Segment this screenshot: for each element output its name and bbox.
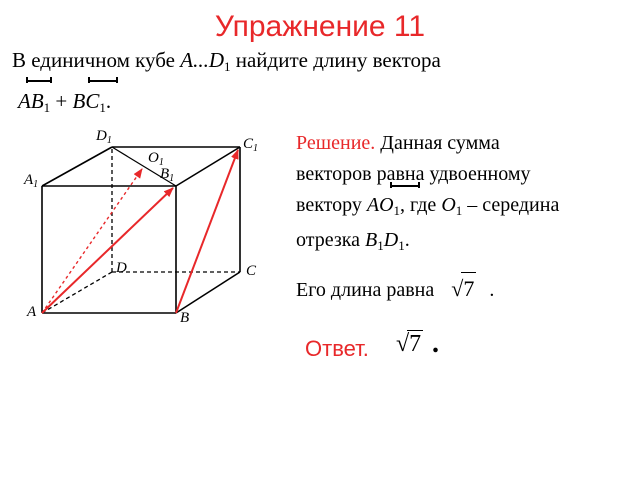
vertex-label-d1: $D_1$ bbox=[96, 128, 112, 146]
point-b1-sub: 1 bbox=[377, 238, 384, 253]
cube-name: A...D bbox=[180, 48, 224, 72]
vector-bc1-sub: 1 bbox=[99, 100, 106, 115]
edge-b1c1 bbox=[176, 147, 240, 186]
solution-line-5 bbox=[296, 272, 494, 306]
solution-line-1 bbox=[296, 128, 500, 159]
vector-ao1: AO bbox=[366, 194, 394, 216]
vertex-label-o1: $O_1$ bbox=[148, 150, 164, 168]
task-prefix: В единичном кубе bbox=[12, 48, 181, 72]
vector-ab1-sub: 1 bbox=[43, 100, 51, 115]
answer-end: . bbox=[432, 328, 439, 359]
vertex-label-a1: $A_1$ bbox=[24, 172, 39, 190]
task-suffix: найдите длину вектора bbox=[230, 48, 441, 72]
vector-ab1-line bbox=[42, 188, 173, 313]
vector-bc1-line bbox=[176, 150, 238, 313]
line4-prefix: отрезка bbox=[296, 229, 366, 251]
edge-a1d1 bbox=[42, 147, 112, 186]
answer-radicand: 7 bbox=[409, 331, 422, 357]
line3-end: – середина bbox=[462, 194, 560, 216]
period: . bbox=[105, 89, 112, 113]
vector-bc1: BC bbox=[72, 89, 100, 113]
point-o1-sub: 1 bbox=[455, 203, 463, 218]
answer-label: Ответ. bbox=[305, 336, 369, 361]
vertex-label-b: B bbox=[180, 310, 190, 326]
length-text: Его длина равна bbox=[296, 279, 435, 301]
vector-ab1: AB bbox=[18, 89, 44, 113]
cube-name-sub: 1 bbox=[224, 59, 231, 74]
length-radicand: 7 bbox=[461, 272, 476, 304]
vertex-label-d: D bbox=[116, 260, 127, 276]
solution-line-4 bbox=[296, 225, 410, 261]
vector-ao1-line bbox=[42, 169, 142, 313]
solution-label: Решение. bbox=[296, 132, 376, 154]
edge-ad bbox=[42, 272, 112, 313]
vertex-label-a: A bbox=[27, 304, 37, 320]
answer-value: √7 bbox=[396, 331, 422, 357]
solution-line-2: векторов равна удвоенному bbox=[296, 163, 531, 185]
edge-bc bbox=[176, 272, 240, 313]
solution-line-3 bbox=[296, 190, 559, 226]
solution-line-1-text: Данная сумма bbox=[375, 132, 500, 154]
point-d1-sub: 1 bbox=[398, 238, 405, 253]
vertex-label-b1: $B_1$ bbox=[160, 166, 175, 184]
vertex-label-c: C bbox=[246, 263, 257, 279]
point-o1: O bbox=[441, 194, 456, 216]
slide-title: Упражнение 11 bbox=[214, 10, 426, 43]
line3-mid: , где bbox=[400, 194, 442, 216]
vertex-label-c1: $C_1$ bbox=[243, 136, 259, 154]
line4-end: . bbox=[404, 229, 410, 251]
plus-sign: + bbox=[50, 89, 73, 113]
length-sqrt: √7 bbox=[451, 276, 476, 301]
length-end: . bbox=[489, 279, 495, 301]
point-d1: D bbox=[383, 229, 399, 251]
vector-ao1-sub: 1 bbox=[393, 203, 401, 218]
point-b1: B bbox=[365, 229, 378, 251]
line3-prefix: вектору bbox=[296, 194, 367, 216]
